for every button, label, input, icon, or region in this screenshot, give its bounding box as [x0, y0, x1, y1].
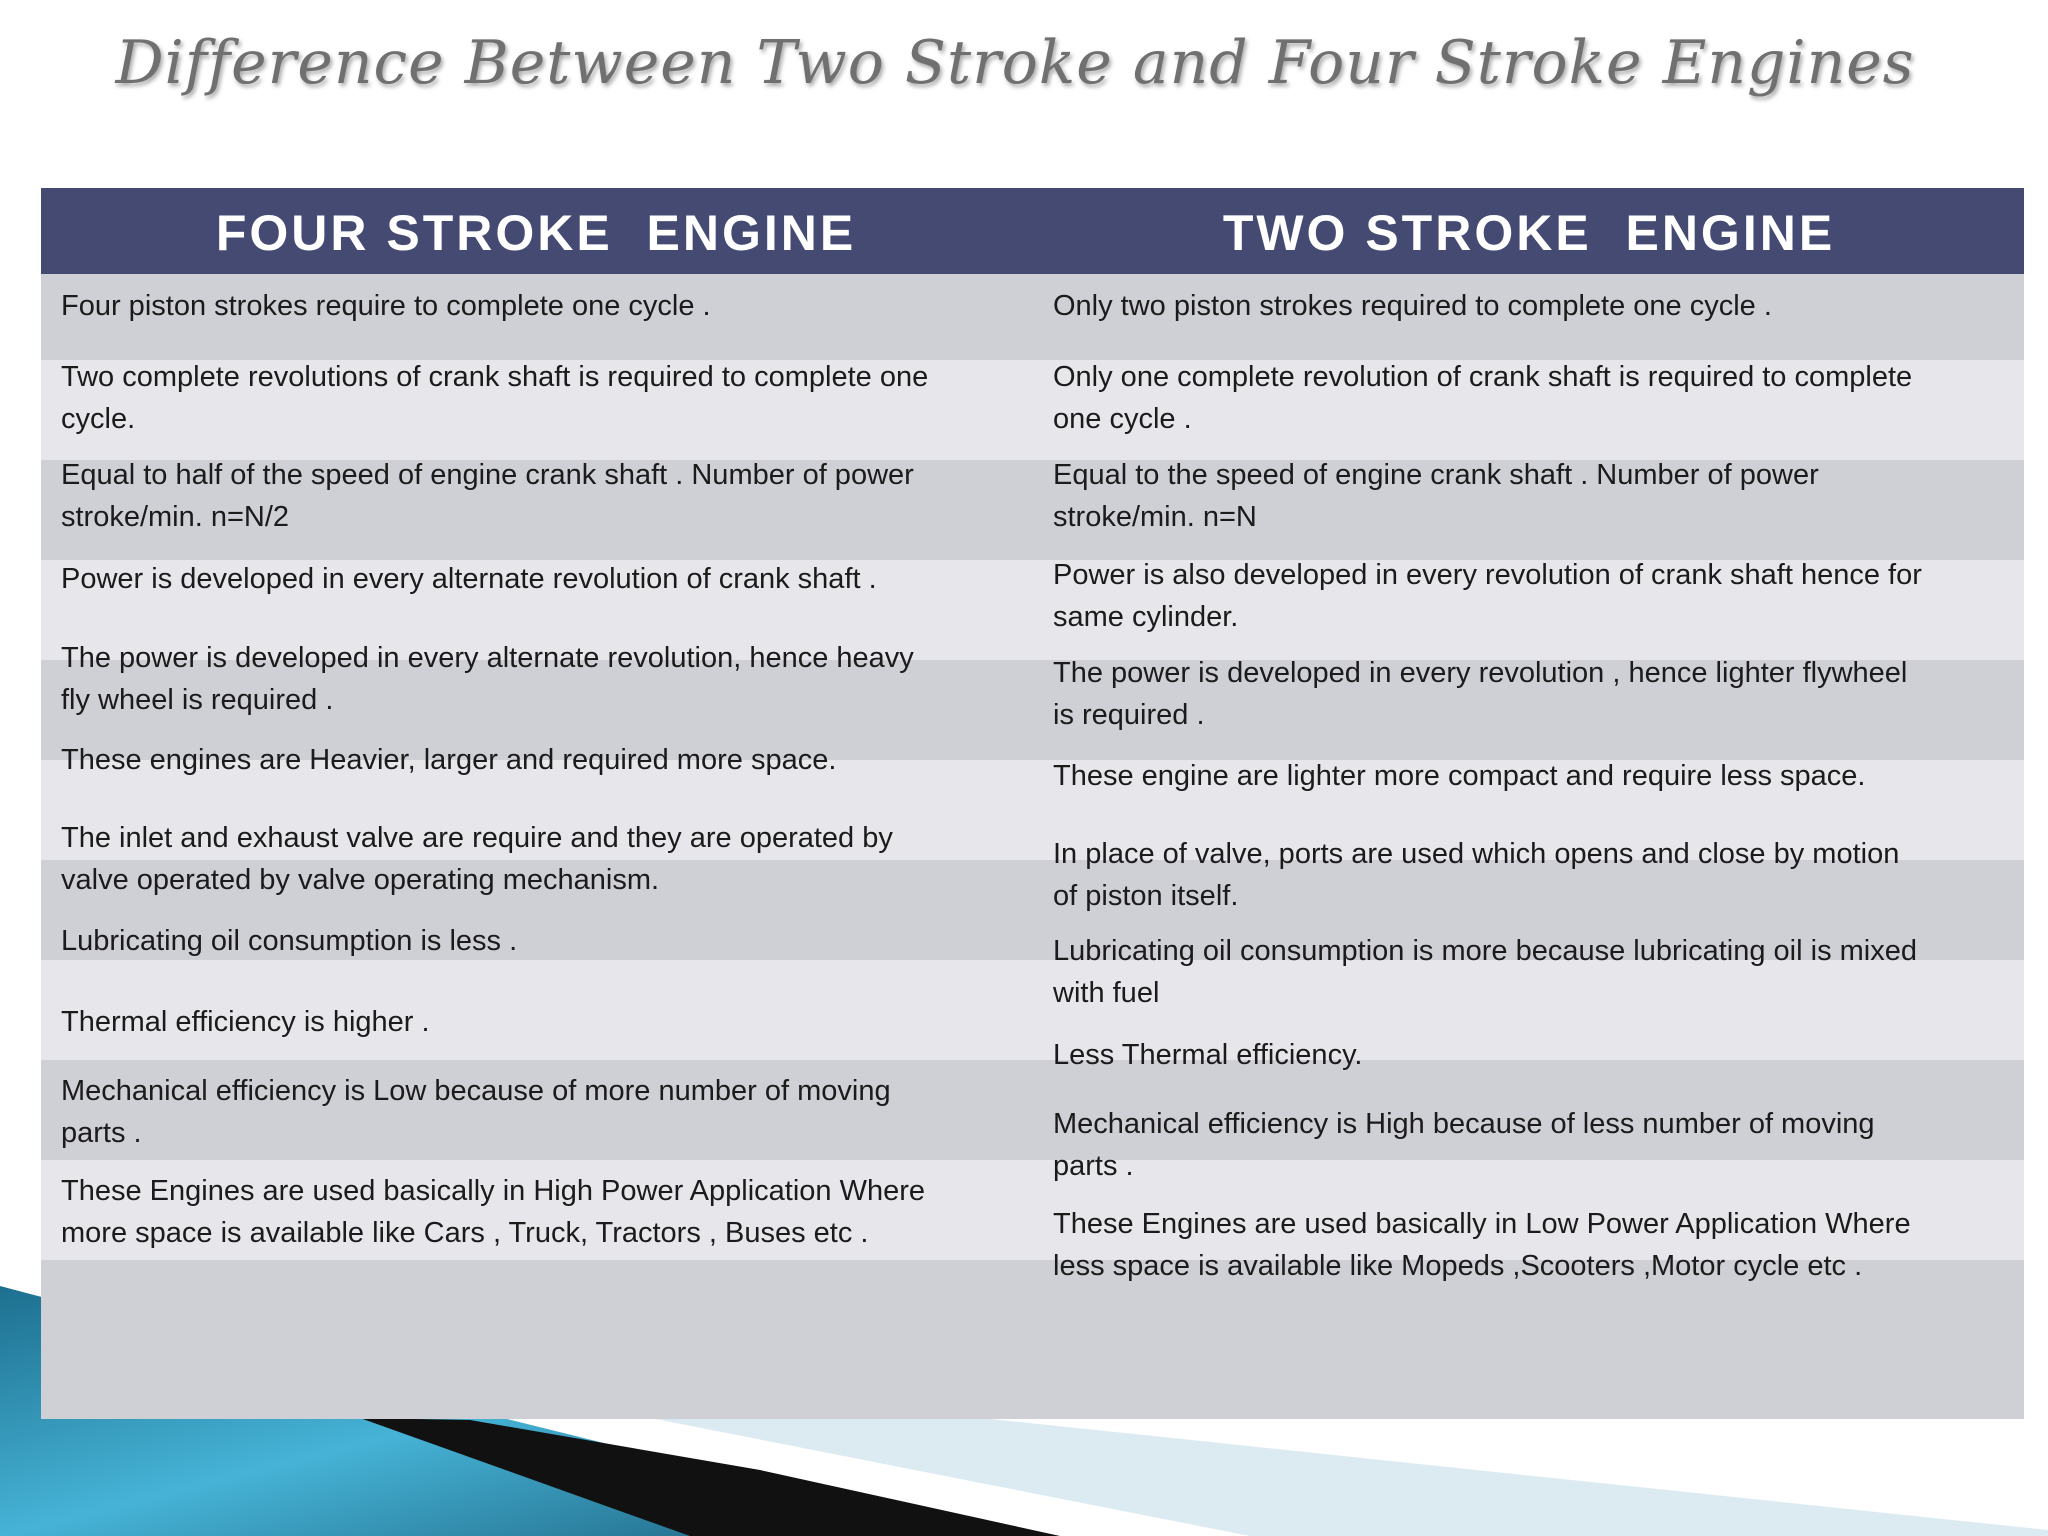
two-stroke-row-10: Mechanical efficiency is High because of less number of moving parts .	[1053, 1108, 1875, 1182]
four-stroke-row-5: The power is developed in every alternate revolution, hence heavy fly wheel is required .	[61, 642, 914, 716]
two-stroke-row-2: Only one complete revolution of crank shaft is required to complete one cycle .	[1053, 361, 1913, 435]
four-stroke-row-6: These engines are Heavier, larger and required more space.	[61, 744, 837, 776]
four-stroke-row-11: These Engines are used basically in High Power Application Where more space is available like Cars , Truck, Tractors , Buses etc .	[61, 1175, 926, 1249]
header-four-stroke: FOUR STROKE ENGINE	[215, 205, 857, 261]
four-stroke-row-4: Power is developed in every alternate revolution of crank shaft .	[61, 563, 877, 595]
slide-title: Difference Between Two Stroke and Four Stroke Engines	[115, 28, 1915, 98]
four-stroke-row-9: Thermal efficiency is higher .	[61, 1006, 430, 1038]
four-stroke-row-10: Mechanical efficiency is Low because of more number of moving parts .	[61, 1075, 891, 1149]
two-stroke-row-6: These engine are lighter more compact and require less space.	[1053, 760, 1866, 792]
four-stroke-row-2: Two complete revolutions of crank shaft is required to complete one cycle.	[61, 361, 929, 435]
four-stroke-row-1: Four piston strokes require to complete one cycle .	[61, 290, 711, 322]
two-stroke-row-4: Power is also developed in every revolution of crank shaft hence for same cylinder.	[1053, 559, 1922, 633]
two-stroke-row-8: Lubricating oil consumption is more because lubricating oil is mixed with fuel	[1053, 935, 1917, 1009]
four-stroke-row-7: The inlet and exhaust valve are require and they are operated by valve operated by valve operating mechanism.	[61, 822, 893, 896]
two-stroke-row-3: Equal to the speed of engine crank shaft . Number of power stroke/min. n=N	[1053, 459, 1819, 533]
header-two-stroke: TWO STROKE ENGINE	[1222, 205, 1836, 261]
four-stroke-row-3: Equal to half of the speed of engine crank shaft . Number of power stroke/min. n=N/2	[61, 459, 914, 533]
four-stroke-row-8: Lubricating oil consumption is less .	[61, 925, 518, 957]
two-stroke-row-1: Only two piston strokes required to complete one cycle .	[1053, 290, 1772, 322]
two-stroke-row-7: In place of valve, ports are used which opens and close by motion of piston itself.	[1053, 838, 1900, 912]
two-stroke-row-9: Less Thermal efficiency.	[1053, 1039, 1363, 1071]
comparison-table	[41, 188, 2024, 1419]
two-stroke-row-11: These Engines are used basically in Low Power Application Where less space is available like Mopeds ,Scooters ,Motor cycle etc .	[1053, 1208, 1911, 1282]
two-stroke-row-5: The power is developed in every revolution , hence lighter flywheel is required .	[1053, 657, 1908, 731]
table-header-row	[41, 188, 2024, 274]
